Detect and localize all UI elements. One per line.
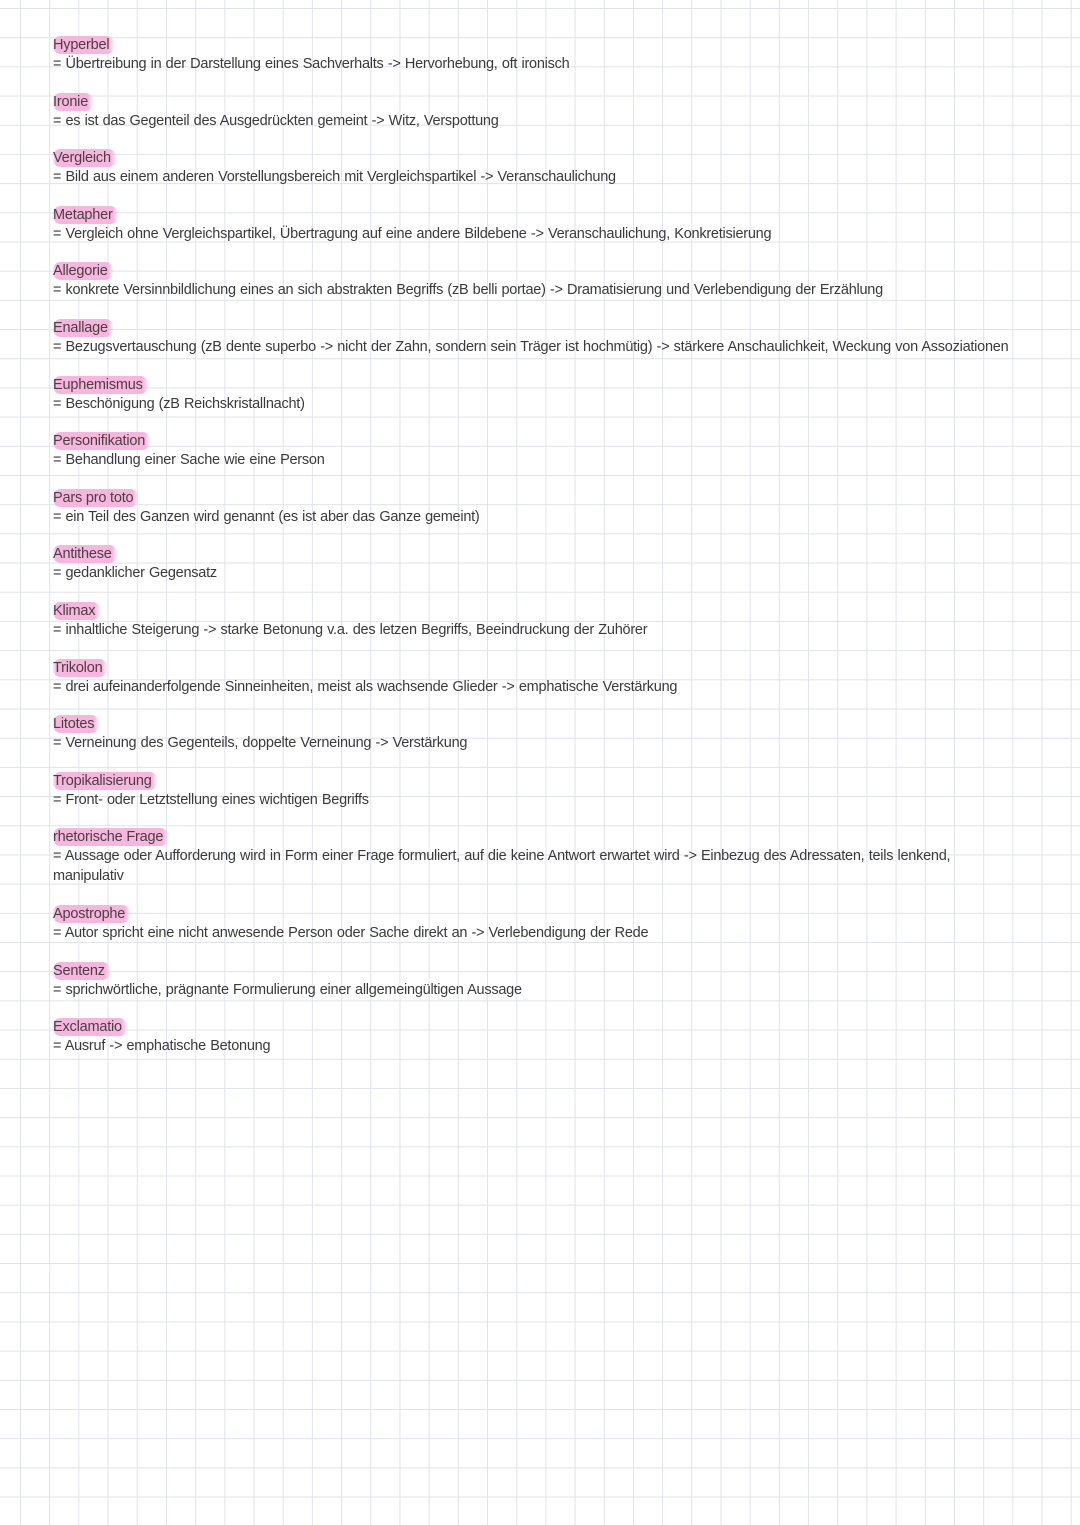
term-label: Exclamatio xyxy=(52,1018,128,1036)
term-label: Klimax xyxy=(52,602,101,620)
definition-text: = Behandlung einer Sache wie eine Person xyxy=(53,452,325,469)
term-label: Personifikation xyxy=(52,432,151,450)
glossary-entry-hyperbel xyxy=(53,36,1013,74)
glossary-entry-sentenz xyxy=(53,962,1013,1000)
glossary-entry-allegorie xyxy=(53,262,1013,300)
definition-text: = inhaltliche Steigerung -> starke Betonung v.a. des letzen Begriffs, Beeindruckung der Zuhörer xyxy=(53,621,648,638)
glossary-entry-metapher xyxy=(53,206,1013,244)
glossary-entry-apostrophe xyxy=(53,905,1013,943)
glossary-entry-klimax xyxy=(53,602,1013,640)
term-label: Apostrophe xyxy=(52,905,131,923)
glossary-entry-antithese xyxy=(53,545,1013,583)
definition-text: = sprichwörtliche, prägnante Formulierung einer allgemeingültigen Aussage xyxy=(53,981,522,998)
definition-text: = Autor spricht eine nicht anwesende Person oder Sache direkt an -> Verlebendigung der Rede xyxy=(53,924,649,941)
glossary-entry-tropikalisierung xyxy=(53,772,1013,810)
definition-text: = Bild aus einem anderen Vorstellungsbereich mit Vergleichspartikel -> Veranschaulichung xyxy=(53,169,616,186)
definition-text: = es ist das Gegenteil des Ausgedrückten gemeint -> Witz, Verspottung xyxy=(53,112,499,129)
term-label: Hyperbel xyxy=(52,36,115,54)
glossary-entry-pars-pro-toto xyxy=(53,489,1013,527)
definition-text: = Front- oder Letztstellung eines wichtigen Begriffs xyxy=(53,791,369,808)
glossary-entry-ironie xyxy=(53,93,1013,131)
glossary-entry-personifikation xyxy=(53,432,1013,470)
term-label: Euphemismus xyxy=(52,376,149,394)
definition-text: = Übertreibung in der Darstellung eines Sachverhalts -> Hervorhebung, oft ironisch xyxy=(53,56,570,72)
glossary-entry-rhetorische-frage xyxy=(53,828,1013,886)
glossary-entry-vergleich xyxy=(53,149,1013,187)
definition-text: = drei aufeinanderfolgende Sinneinheiten, meist als wachsende Glieder -> emphatische Verstärkung xyxy=(53,678,678,695)
glossary-entry-litotes xyxy=(53,715,1013,753)
definition-text: = Bezugsvertauschung (zB dente superbo -> nicht der Zahn, sondern sein Träger ist hochmütig) -> stärkere Anschaulichkeit, Weckung von Assoziationen xyxy=(53,338,1009,355)
definition-text: = ein Teil des Ganzen wird genannt (es ist aber das Ganze gemeint) xyxy=(53,508,480,525)
term-label: rhetorische Frage xyxy=(52,828,169,846)
glossary-entry-euphemismus xyxy=(53,376,1013,414)
term-label: Enallage xyxy=(52,319,114,337)
definition-text: = Vergleich ohne Vergleichspartikel, Übertragung auf eine andere Bildebene -> Veranschaulichung, Konkretisierung xyxy=(53,225,772,242)
term-label: Allegorie xyxy=(52,262,114,280)
term-label: Trikolon xyxy=(52,659,108,677)
definition-text: = gedanklicher Gegensatz xyxy=(53,565,217,582)
term-label: Sentenz xyxy=(52,962,111,980)
glossary-list xyxy=(53,36,1013,1075)
definition-text: = konkrete Versinnbildlichung eines an sich abstrakten Begriffs (zB belli portae) -> Dramatisierung und Verlebendigung der Erzählung xyxy=(53,282,883,299)
term-label: Antithese xyxy=(52,545,118,563)
term-label: Litotes xyxy=(52,715,100,733)
term-label: Pars pro toto xyxy=(52,489,139,507)
glossary-entry-enallage xyxy=(53,319,1013,357)
term-label: Vergleich xyxy=(52,149,117,167)
term-label: Tropikalisierung xyxy=(52,772,158,790)
definition-text: = Ausruf -> emphatische Betonung xyxy=(53,1038,271,1055)
definition-text: = Verneinung des Gegenteils, doppelte Verneinung -> Verstärkung xyxy=(53,735,468,752)
term-label: Metapher xyxy=(52,206,119,224)
glossary-entry-exclamatio xyxy=(53,1018,1013,1056)
definition-text: = Beschönigung (zB Reichskristallnacht) xyxy=(53,395,305,412)
definition-text: = Aussage oder Aufforderung wird in Form einer Frage formuliert, auf die keine Antwort erwartet wird -> Einbezug des Adressaten, teils lenkend, manipulativ xyxy=(53,848,951,885)
glossary-entry-trikolon xyxy=(53,659,1013,697)
term-label: Ironie xyxy=(52,93,94,111)
